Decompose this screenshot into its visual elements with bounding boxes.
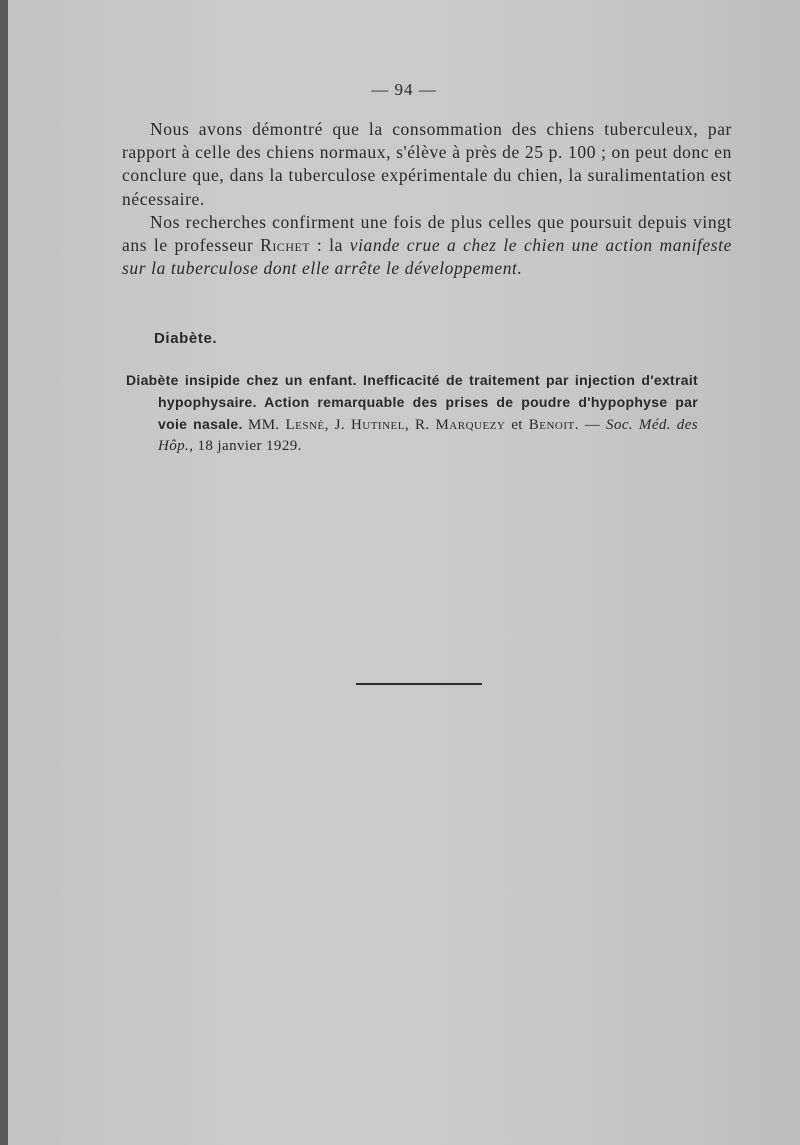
- paragraph-research-italic: viande crue a chez le chien une action manifeste sur la tuberculose dont elle arrête le développement.: [122, 235, 732, 279]
- author-and: et: [505, 417, 529, 433]
- entry-date: , 18 janvier 1929.: [189, 438, 302, 454]
- paragraph-research-text: Nos recherches confirment une fois de plus celles que poursuit depuis vingt ans le professeur: [122, 212, 732, 256]
- paragraph-research: [122, 211, 732, 281]
- bibliography-entry: [126, 370, 698, 457]
- author-marquezy: Marquezy: [435, 417, 506, 433]
- authors-prefix: MM.: [247, 417, 280, 433]
- paragraph-consumption: Nous avons démontré que la consommation des chiens tuberculeux, par rapport à celle des chiens normaux, s'élève à près de 25 p. 100 ; on peut donc en conclure que, dans la tuberculose expérimentale du chien, la suralimentation est nécessaire.: [122, 119, 732, 209]
- author-name-richet: Richet: [260, 235, 311, 256]
- author-lesne: Lesné: [285, 417, 325, 433]
- entry-dash: . —: [574, 417, 607, 433]
- author-sep-1: , J.: [324, 417, 351, 433]
- page-number: — 94 —: [371, 80, 437, 99]
- author-benoit: Benoit: [528, 417, 575, 433]
- entry-title: Diabète insipide chez un enfant. Inefficacité de traitement par injection d'extrait hypophysaire. Action remarquable des prises de poudre d'hypophyse par voie nasale.: [126, 372, 698, 432]
- author-sep-2: , R.: [404, 417, 436, 433]
- section-heading-diabete: Diabète.: [154, 330, 218, 347]
- author-hutinel: Hutinel: [350, 417, 405, 433]
- paragraph-research-colon: : la: [310, 235, 350, 256]
- document-page: [8, 0, 800, 1145]
- end-rule-divider: [356, 683, 482, 685]
- journal-name: Soc. Méd. des Hôp.: [158, 417, 699, 454]
